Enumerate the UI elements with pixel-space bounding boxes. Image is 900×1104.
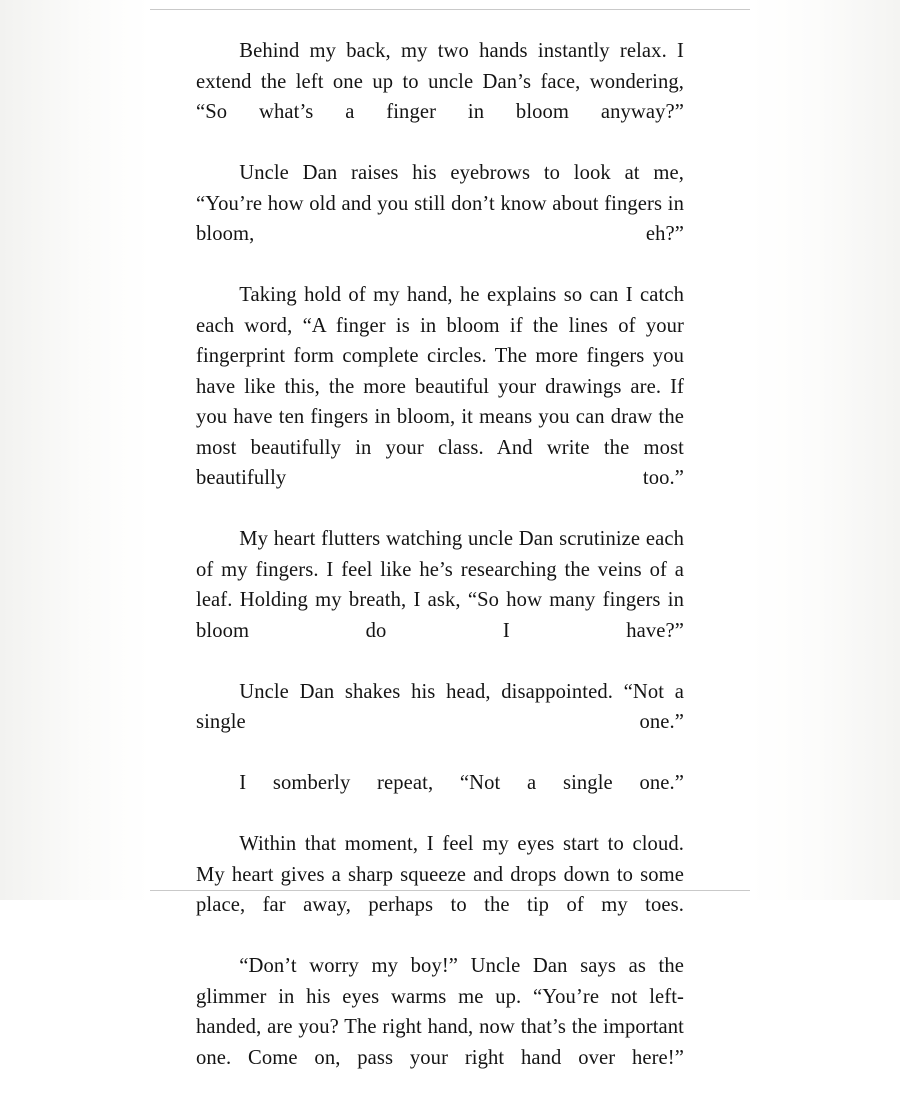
paragraph: Uncle Dan raises his eyebrows to look at me, “You’re how old and you still don’t know about fingers in bloom, eh?”: [196, 162, 684, 245]
paragraph: Behind my back, my two hands instantly relax. I extend the left one up to uncle Dan’s face, wondering, “So what’s a finger in bloom anyway?”: [196, 40, 684, 123]
page-top-rule: [150, 9, 750, 10]
paragraph: “Don’t worry my boy!” Uncle Dan says as the glimmer in his eyes warms me up. “You’re not left-handed, are you? The right hand, now that’s the important one. Come on, pass your right hand over here!”: [196, 955, 684, 1069]
paragraph: I somberly repeat, “Not a single one.”: [239, 772, 684, 794]
paragraph: Within that moment, I feel my eyes start to cloud. My heart gives a sharp squeeze and drops down to some place, far away, perhaps to the tip of my toes.: [196, 833, 684, 916]
paragraph: My heart flutters watching uncle Dan scrutinize each of my fingers. I feel like he’s researching the veins of a leaf. Holding my breath, I ask, “So how many fingers in bloom do I have?”: [196, 528, 684, 642]
page-text-block: [196, 36, 684, 1104]
paragraph: Uncle Dan shakes his head, disappointed. “Not a single one.”: [196, 680, 684, 733]
paragraph: Taking hold of my hand, he explains so can I catch each word, “A finger is in bloom if the lines of your fingerprint form complete circles. The more fingers you have like this, the more beautiful your drawings are. If you have ten fingers in bloom, it means you can draw the most beautifully in your class. And write the most beautifully too.”: [196, 284, 684, 489]
